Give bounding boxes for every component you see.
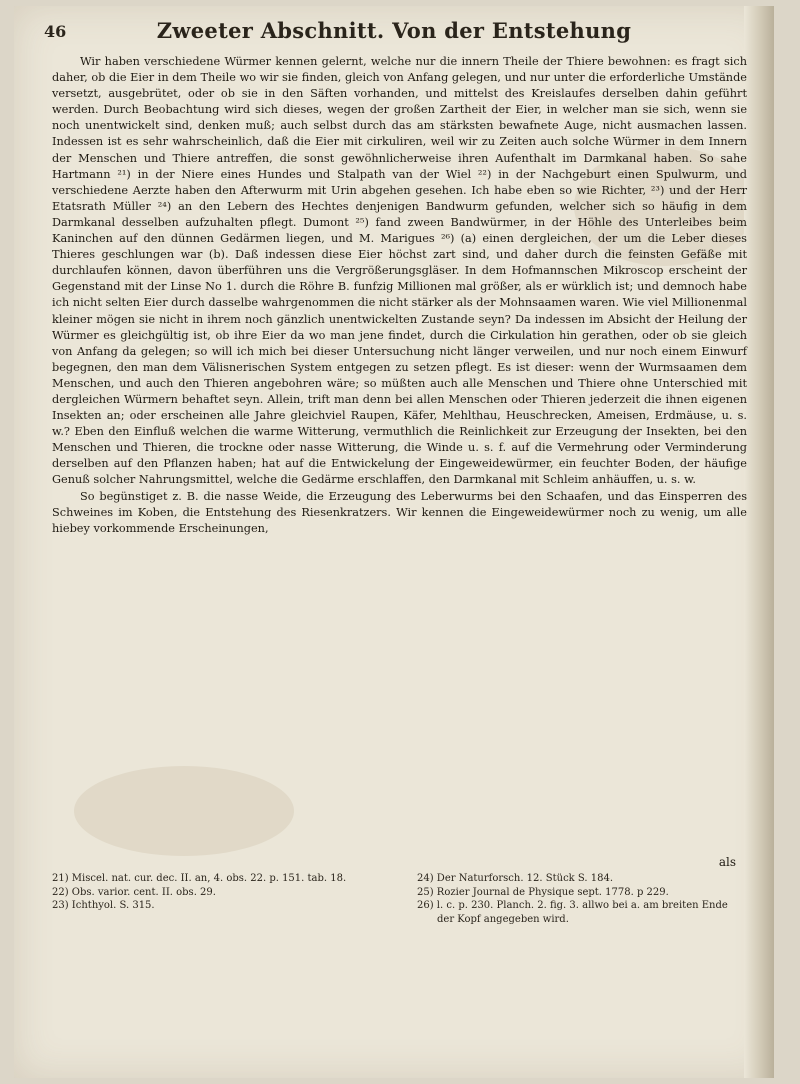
footnote: 25) Rozier Journal de Physique sept. 1778. p 229.	[417, 886, 669, 898]
paragraph: Wir haben verschiedene Würmer kennen gelernt, welche nur die innern Theile der Thiere bewohnen: es fragt sich daher, ob die Eier in dem Theile wo wir sie finden, gleich von Anfang gelegen, und nur unter die erforderliche Umstände versetzt, ausgebrütet, oder ob sie in den Säften vorhanden, und mittelst des Kreislaufes derselben dahin geführt werden. Durch Beobachtung wird sich dieses, wegen der großen Zartheit der Eier, in welcher man sie sich, wenn sie noch unentwickelt sind, denken muß; auch selbst durch das am stärksten bewafnete Auge, nicht ausmachen lassen. Indessen ist es sehr wahrscheinlich, daß die Eier mit cirkuliren, weil wir zu Zeiten auch solche Würmer in dem Innern der Menschen und Thiere antreffen, die sonst gewöhnlicherweise ihren Aufenthalt im Darmkanal haben. So sahe Hartmann ²¹) in der Niere eines Hundes und Stalpath van der Wiel ²²) in der Nachgeburt einen Spulwurm, und verschiedene Aerzte haben den Afterwurm mit Urin abgehen gesehen. Ich habe eben so wie Richter, ²³) und der Herr Etatsrath Müller ²⁴) an den Lebern des Hechtes denjenigen Bandwurm gefunden, welcher sich so häufig in dem Darmkanal desselben aufzuhalten pflegt. Dumont ²⁵) fand zween Bandwürmer, in der Höhle des Unterleibes beim Kaninchen auf den dünnen Gedärmen liegen, und M. Marigues ²⁶) (a) einen dergleichen, der um die Leber dieses Thieres geschlungen war (b). Daß indessen diese Eier höchst zart sind, und daher durch die feinsten Gefäße mit durchlaufen können, davon überführen uns die Vergrößerungsgläser. In dem Hofmannschen Mikroscop erscheint der Gegenstand mit der Linse No 1. durch die Röhre B. funfzig Millionen mal größer, als er würklich ist; und demnoch habe ich nicht selten Eier durch dasselbe wahrgenommen die nicht stärker als der Mohnsaamen waren. Wie viel Millionenmal kleiner mögen sie nicht in ihrem noch gänzlich unentwickelten Zustande seyn? Da indessen im Absicht der Heilung der Würmer es gleichgültig ist, ob ihre Eier da wo man jene findet, durch die Cirkulation hin gerathen, oder ob sie gleich von Anfang da gelegen; so will ich mich bei dieser Untersuchung nicht länger verweilen, und nur noch einem Einwurf begegnen, den man dem Välisnerischen System entgegen zu setzen pflegt. Es ist dieser: wenn der Wurmsaamen dem Menschen, und auch den Thieren angebohren wäre; so müßten auch alle Menschen und Thiere ohne Unterschied mit dergleichen Würmern behaftet seyn. Allein, trift man denn bei allen Menschen oder Thieren jederzeit die ihnen eigenen Insekten an; oder erscheinen alle Jahre gleichviel Raupen, Käfer, Mehlthau, Heuschrecken, Ameisen, Erdmäuse, u. s. w.? Eben den Einfluß welchen die warme Witterung, vermuthlich die Reinlichkeit zur Erzeugung der Insekten, bei den Menschen und Thieren, die trockne oder nasse Witterung, die Winde u. s. f. auf die Vermehrung oder Verminderung derselben auf den Pflanzen haben; hat auf die Entwickelung der Eingeweidewürmer, ein feuchter Boden, der häufige Genuß solcher Nahrungsmittel, welche die Gedärme erschlaffen, den Darmkanal mit Schleim anhäuffen, u. s. w.	[52, 55, 747, 487]
footnote: 26) l. c. p. 230. Planch. 2. fig. 3. allwo bei a. am breiten Ende der Kopf angegeben wird.	[417, 900, 728, 925]
footnote: 23) Ichthyol. S. 315.	[52, 900, 155, 912]
footnote: 22) Obs. varior. cent. II. obs. 29.	[52, 886, 216, 898]
paper-stain	[74, 766, 294, 856]
main-text	[52, 54, 747, 537]
footnote: 24) Der Naturforsch. 12. Stück S. 184.	[417, 873, 614, 884]
footnotes-left-column	[52, 872, 382, 913]
page-gutter	[744, 6, 774, 1078]
footnotes-right-column	[417, 872, 747, 926]
footnote: 21) Miscel. nat. cur. dec. II. an, 4. obs. 22. p. 151. tab. 18.	[52, 873, 347, 884]
paragraph: So begünstiget z. B. die nasse Weide, die Erzeugung des Leberwurms bei den Schaafen, und das Einsperren des Schweines im Koben, die Entstehung des Riesenkratzers. Wir kennen die Eingeweidewürmer noch zu wenig, um alle hiebey vorkommende Erscheinungen,	[52, 489, 747, 535]
page-header	[44, 16, 744, 50]
catchword: als	[718, 855, 736, 869]
book-page	[14, 6, 774, 1078]
page-number: 46	[44, 22, 67, 41]
running-title: Zweeter Abschnitt. Von der Entstehung	[156, 18, 632, 43]
